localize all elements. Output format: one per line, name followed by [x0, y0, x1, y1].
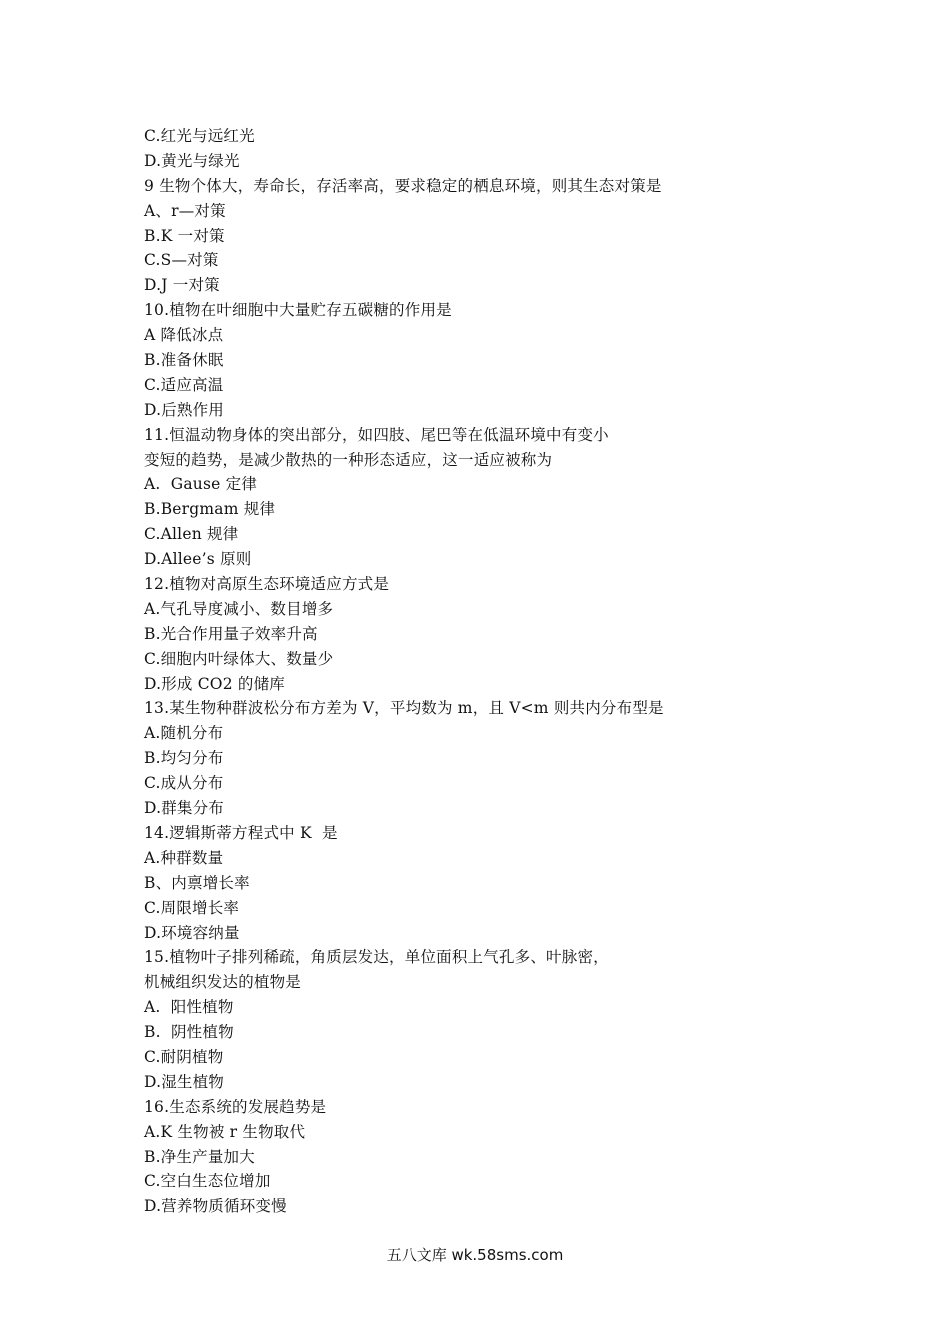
- text-line: 机械组织发达的植物是: [144, 973, 302, 992]
- text-line: D.营养物质循环变慢: [144, 1197, 287, 1216]
- text-line: C.适应高温: [144, 375, 224, 394]
- text-line: D.群集分布: [144, 799, 225, 818]
- text-line: D.环境容纳量: [144, 923, 240, 942]
- text-line: C.耐阴植物: [144, 1047, 224, 1066]
- text-line: 变短的趋势，是减少散热的一种形态适应，这一适应被称为: [144, 450, 553, 469]
- text-line: A、r—对策: [144, 201, 226, 220]
- text-line: B.净生产量加大: [144, 1147, 255, 1166]
- text-line: A.种群数量: [144, 848, 224, 867]
- text-line: C.空白生态位增加: [144, 1172, 271, 1191]
- text-line: B.准备休眠: [144, 351, 224, 370]
- text-line: C.红光与远红光: [144, 127, 255, 145]
- text-line: D.形成 CO2 的储库: [144, 674, 285, 693]
- text-line: C.成从分布: [144, 774, 224, 793]
- text-line: C.S—对策: [144, 251, 219, 270]
- page-footer-watermark: 五八文库 wk.58sms.com: [386, 1246, 564, 1264]
- text-line: D.J 一对策: [144, 276, 220, 295]
- text-line: B.光合作用量子效率升高: [144, 624, 318, 643]
- text-line: 14.逻辑斯蒂方程式中 K 是: [144, 823, 338, 842]
- text-line: 11.恒温动物身体的突出部分，如四肢、尾巴等在低温环境中有变小: [144, 425, 609, 444]
- text-line: D.后熟作用: [144, 400, 225, 419]
- text-line: 10.植物在叶细胞中大量贮存五碳糖的作用是: [144, 301, 452, 320]
- text-line: A.K 生物被 r 生物取代: [144, 1122, 306, 1141]
- text-line: A.随机分布: [144, 724, 224, 743]
- text-line: D.Allee’s 原则: [144, 550, 252, 569]
- text-line: B.K 一对策: [144, 226, 225, 245]
- text-line: C.周限增长率: [144, 898, 240, 917]
- question-text-block: [144, 124, 844, 1219]
- text-line: B、内禀增长率: [144, 873, 250, 892]
- text-line: 15.植物叶子排列稀疏，角质层发达，单位面积上气孔多、叶脉密，: [144, 948, 609, 967]
- text-line: A.气孔导度减小、数目增多: [144, 599, 334, 618]
- text-line: B.Bergmam 规律: [144, 500, 276, 519]
- text-line: A 降低冰点: [144, 326, 224, 345]
- text-line: 12.植物对高原生态环境适应方式是: [144, 575, 390, 594]
- text-line: B. 阴性植物: [144, 1023, 234, 1042]
- text-line: C.细胞内叶绿体大、数量少: [144, 649, 334, 668]
- text-line: B.均匀分布: [144, 749, 224, 768]
- text-line: A. Gause 定律: [144, 475, 258, 494]
- text-line: D.湿生植物: [144, 1072, 225, 1091]
- text-line: 16.生态系统的发展趋势是: [144, 1097, 327, 1116]
- text-line: A. 阳性植物: [144, 998, 234, 1017]
- text-line: C.Allen 规律: [144, 525, 239, 544]
- text-line: 13.某生物种群波松分布方差为 V，平均数为 m，且 V<m 则共内分布型是: [144, 699, 664, 718]
- text-line: D.黄光与绿光: [144, 151, 240, 170]
- text-line: 9 生物个体大，寿命长，存活率高，要求稳定的栖息环境，则其生态对策是: [144, 176, 662, 195]
